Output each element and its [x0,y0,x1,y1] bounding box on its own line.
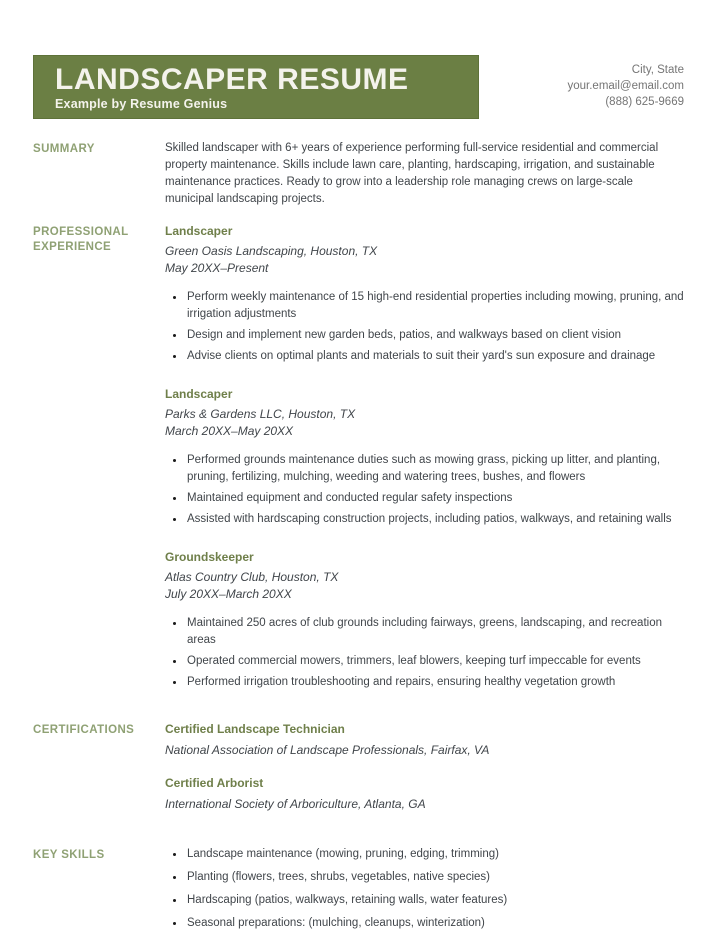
bullet-item: • Performed grounds maintenance duties such as mowing grass, picking up litter, and planting, pruning, fertilizing, mulching, weeding and watering trees, bushes, and flowers [185,452,684,486]
certification-entry [165,775,684,812]
skill-item: • Landscape maintenance (mowing, pruning, edging, trimming) [185,846,684,863]
job-dates: May 20XX–Present [165,261,269,275]
job-title: Landscaper [165,224,233,238]
summary-text: Skilled landscaper with 6+ years of experience performing full-service residential and commercial property maintenance. Skills include lawn care, planting, hardscaping, irrigation, and sustainable maintenance practices. Ready to grow into a leadership role managing crews on large-scale municipal landscaping projects. [165,142,659,205]
resume-subtitle: Example by Resume Genius [55,97,228,111]
skill-item: • Hardscaping (patios, walkways, retaining walls, water features) [185,892,684,909]
certification-org: National Association of Landscape Professionals, Fairfax, VA [165,743,490,757]
certification-title: Certified Landscape Technician [165,722,345,736]
skills-bullet-list [165,846,684,932]
job-bullet-list [165,615,684,691]
resume-title: LANDSCAPER RESUME [55,63,409,96]
job-bullet-list [165,452,684,528]
contact-location: City, State [631,64,684,76]
experience-content [165,223,684,691]
certification-title: Certified Arborist [165,776,264,790]
job-company: Atlas Country Club, Houston, TX [165,570,339,584]
bullet-item: • Maintained 250 acres of club grounds including fairways, greens, landscaping, and recreation areas [185,615,684,649]
skill-item: • Planting (flowers, trees, shrubs, vegetables, native species) [185,869,684,886]
title-banner [33,55,479,119]
job-dates: July 20XX–March 20XX [165,587,292,601]
bullet-item: • Operated commercial mowers, trimmers, leaf blowers, keeping turf impeccable for events [185,653,684,670]
job-entry [165,549,684,691]
certifications-label: CERTIFICATIONS [33,724,135,736]
experience-label: PROFESSIONAL EXPERIENCE [33,226,129,253]
bullet-item: • Assisted with hardscaping construction projects, including patios, walkways, and retaining walls [185,511,684,528]
summary-label: SUMMARY [33,143,95,155]
section-experience [33,223,684,691]
certifications-content [165,721,684,812]
resume-header [33,0,684,119]
job-dates: March 20XX–May 20XX [165,424,294,438]
job-title: Landscaper [165,387,233,401]
bullet-item: • Advise clients on optimal plants and materials to suit their yard's sun exposure and drainage [185,348,684,365]
skill-item: • Seasonal preparations: (mulching, cleanups, winterization) [185,915,684,932]
job-entry [165,386,684,528]
section-summary [33,140,684,208]
section-key-skills [33,846,684,938]
section-certifications [33,721,684,812]
bullet-item: • Design and implement new garden beds, patios, and walkways based on client vision [185,327,684,344]
bullet-item: • Performed irrigation troubleshooting and repairs, ensuring healthy vegetation growth [185,674,684,691]
bullet-item: • Perform weekly maintenance of 15 high-end residential properties including mowing, pruning, and irrigation adjustments [185,289,684,323]
certification-entry [165,721,684,758]
contact-block [568,62,685,110]
resume-body [33,140,684,938]
job-company: Parks & Gardens LLC, Houston, TX [165,407,356,421]
bullet-item: • Maintained equipment and conducted regular safety inspections [185,490,684,507]
job-entry [165,223,684,365]
contact-phone: (888) 625-9669 [605,96,684,108]
key-skills-label: KEY SKILLS [33,849,105,861]
certification-org: International Society of Arboriculture, Atlanta, GA [165,797,426,811]
contact-email: your.email@email.com [567,80,684,92]
job-bullet-list [165,289,684,365]
job-title: Groundskeeper [165,550,254,564]
job-company: Green Oasis Landscaping, Houston, TX [165,244,378,258]
key-skills-content [165,846,684,938]
summary-content [165,140,684,208]
